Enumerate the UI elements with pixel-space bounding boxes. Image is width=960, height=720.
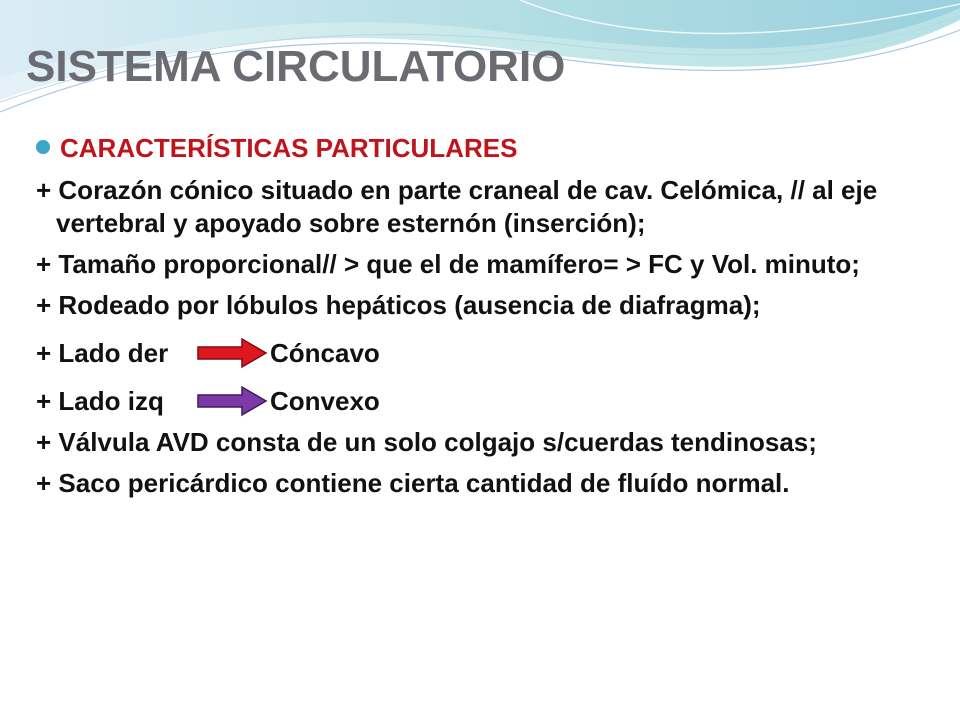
list-item: + Válvula AVD consta de un solo colgajo s/cuerdas tendinosas; [36, 427, 817, 457]
side-value: Convexo [270, 385, 380, 416]
purple-arrow-icon [196, 384, 270, 418]
section-heading [36, 128, 936, 168]
list-item: + Tamaño proporcional// > que el de mamífero= > FC y Vol. minuto; [36, 249, 860, 279]
side-label: + Lado der [36, 337, 169, 368]
side-label: + Lado izq [36, 385, 164, 416]
bullet-dot-icon [36, 140, 50, 154]
side-value: Cóncavo [270, 337, 380, 368]
section-heading-text: CARACTERÍSTICAS PARTICULARES [60, 133, 518, 163]
slide-title: SISTEMA CIRCULATORIO [26, 42, 566, 91]
slide-content [36, 128, 936, 500]
list-item: + Saco pericárdico contiene cierta cantidad de fluído normal. [36, 468, 790, 498]
side-row-right [36, 336, 936, 370]
red-arrow-icon [196, 336, 270, 370]
side-row-left [36, 384, 936, 418]
list-item: + Corazón cónico situado en parte craneal de cav. Celómica, // al eje vertebral y apoyado sobre esternón (inserción); [36, 175, 878, 238]
list-item: + Rodeado por lóbulos hepáticos (ausencia de diafragma); [36, 290, 761, 320]
